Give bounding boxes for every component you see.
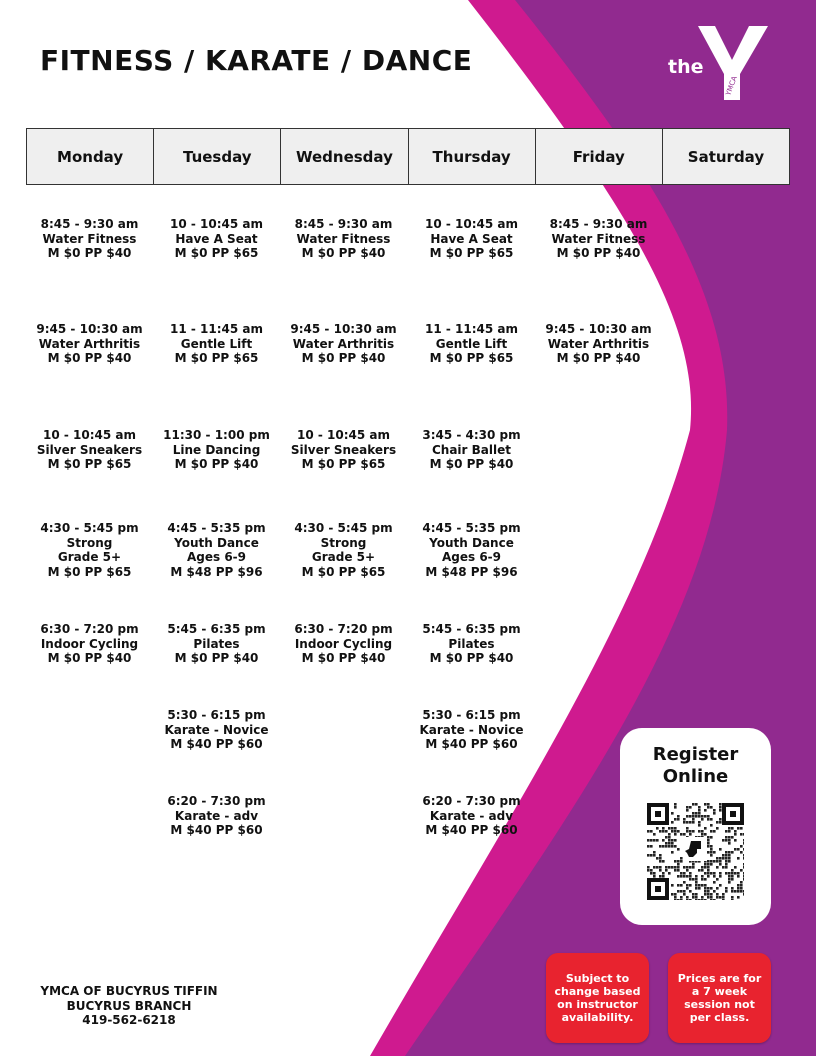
class-price: M $48 PP $96 xyxy=(170,564,263,579)
day-monday: Monday xyxy=(26,128,153,185)
class-time: 5:45 - 6:35 pm xyxy=(167,622,266,636)
availability-note: Subject to change based on instructor availability. xyxy=(546,953,649,1043)
class-price: M $0 PP $65 xyxy=(429,246,514,261)
class-time: 11 - 11:45 am xyxy=(169,322,263,336)
class-entry xyxy=(26,217,153,261)
class-entry xyxy=(153,428,280,472)
class-time: 8:45 - 9:30 am xyxy=(294,217,393,231)
day-saturday: Saturday xyxy=(662,128,790,185)
class-entry xyxy=(408,521,535,579)
class-price: M $0 PP $40 xyxy=(174,457,259,472)
class-name: Indoor Cycling xyxy=(40,636,139,651)
register-online-card[interactable] xyxy=(620,728,771,925)
ymca-logo xyxy=(660,18,775,103)
class-time: 9:45 - 10:30 am xyxy=(36,322,143,336)
class-time: 6:30 - 7:20 pm xyxy=(40,622,139,636)
class-name: Chair Ballet xyxy=(431,442,511,457)
class-price: M $0 PP $40 xyxy=(47,246,132,261)
class-name: Ages 6-9 xyxy=(441,550,501,565)
class-name: Water Arthritis xyxy=(292,336,395,351)
class-price: M $0 PP $40 xyxy=(174,651,259,666)
class-time: 6:20 - 7:30 pm xyxy=(167,794,266,808)
class-entry xyxy=(535,322,662,366)
class-entry xyxy=(153,521,280,579)
class-name: Water Arthritis xyxy=(38,336,141,351)
class-time: 11:30 - 1:00 pm xyxy=(163,428,270,442)
class-entry xyxy=(26,322,153,366)
class-name: Pilates xyxy=(448,636,495,651)
class-name: Water Fitness xyxy=(296,231,391,246)
class-time: 10 - 10:45 am xyxy=(296,428,390,442)
svg-text:YMCA: YMCA xyxy=(724,75,739,97)
class-entry xyxy=(408,428,535,472)
class-name: Line Dancing xyxy=(172,442,261,457)
class-time: 10 - 10:45 am xyxy=(424,217,518,231)
class-price: M $0 PP $40 xyxy=(301,651,386,666)
class-entry xyxy=(153,217,280,261)
class-price: M $0 PP $65 xyxy=(174,351,259,366)
class-price: M $0 PP $65 xyxy=(47,457,132,472)
class-name: Strong xyxy=(320,535,367,550)
class-price: M $48 PP $96 xyxy=(425,564,518,579)
class-time: 11 - 11:45 am xyxy=(424,322,518,336)
class-entry xyxy=(408,794,535,838)
class-price: M $0 PP $65 xyxy=(174,246,259,261)
class-name: Youth Dance xyxy=(174,535,259,550)
class-name: Have A Seat xyxy=(175,231,258,246)
class-price: M $0 PP $40 xyxy=(47,651,132,666)
class-time: 5:30 - 6:15 pm xyxy=(422,708,521,722)
day-friday: Friday xyxy=(535,128,662,185)
class-entry xyxy=(26,521,153,579)
logo-text: the xyxy=(668,56,704,78)
class-entry xyxy=(408,622,535,666)
class-price: M $0 PP $40 xyxy=(429,457,514,472)
class-name: Ages 6-9 xyxy=(186,550,246,565)
class-name: Strong xyxy=(66,535,113,550)
class-name: Gentle Lift xyxy=(180,336,253,351)
class-time: 9:45 - 10:30 am xyxy=(290,322,397,336)
class-time: 5:45 - 6:35 pm xyxy=(422,622,521,636)
class-entry xyxy=(280,322,407,366)
class-price: M $40 PP $60 xyxy=(170,823,263,838)
class-name: Grade 5+ xyxy=(57,550,122,565)
class-name: Have A Seat xyxy=(430,231,513,246)
class-price: M $0 PP $40 xyxy=(556,351,641,366)
class-name: Grade 5+ xyxy=(311,550,376,565)
branch-name: BUCYRUS BRANCH xyxy=(66,998,192,1013)
day-header-row xyxy=(26,128,790,185)
class-time: 4:45 - 5:35 pm xyxy=(422,521,521,535)
class-entry xyxy=(153,794,280,838)
class-entry xyxy=(535,217,662,261)
qr-code-icon[interactable] xyxy=(647,803,744,900)
class-price: M $0 PP $40 xyxy=(301,351,386,366)
pricing-note: Prices are for a 7 week session not per class. xyxy=(668,953,771,1043)
class-name: Karate - Novice xyxy=(419,722,524,737)
class-name: Silver Sneakers xyxy=(36,442,143,457)
class-name: Silver Sneakers xyxy=(290,442,397,457)
class-time: 6:30 - 7:20 pm xyxy=(294,622,393,636)
class-price: M $0 PP $65 xyxy=(429,351,514,366)
class-name: Karate - Novice xyxy=(164,722,269,737)
class-name: Water Fitness xyxy=(551,231,646,246)
class-time: 6:20 - 7:30 pm xyxy=(422,794,521,808)
register-title: Register Online xyxy=(652,744,739,787)
class-time: 8:45 - 9:30 am xyxy=(549,217,648,231)
class-time: 4:45 - 5:35 pm xyxy=(167,521,266,535)
class-price: M $0 PP $65 xyxy=(301,457,386,472)
class-price: M $0 PP $40 xyxy=(429,651,514,666)
class-time: 9:45 - 10:30 am xyxy=(545,322,652,336)
class-entry xyxy=(153,708,280,752)
class-name: Karate - adv xyxy=(174,808,259,823)
class-price: M $0 PP $65 xyxy=(301,564,386,579)
class-entry xyxy=(408,217,535,261)
class-time: 3:45 - 4:30 pm xyxy=(422,428,521,442)
class-entry xyxy=(26,428,153,472)
class-price: M $0 PP $40 xyxy=(301,246,386,261)
day-wednesday: Wednesday xyxy=(280,128,407,185)
class-time: 4:30 - 5:45 pm xyxy=(40,521,139,535)
class-entry xyxy=(280,428,407,472)
class-entry xyxy=(280,521,407,579)
class-price: M $0 PP $65 xyxy=(47,564,132,579)
class-time: 8:45 - 9:30 am xyxy=(40,217,139,231)
class-name: Karate - adv xyxy=(429,808,514,823)
class-name: Gentle Lift xyxy=(435,336,508,351)
class-name: Pilates xyxy=(193,636,240,651)
branch-info xyxy=(30,984,228,1028)
class-time: 5:30 - 6:15 pm xyxy=(167,708,266,722)
phone-number: 419-562-6218 xyxy=(82,1013,176,1028)
class-price: M $40 PP $60 xyxy=(425,823,518,838)
class-price: M $40 PP $60 xyxy=(170,737,263,752)
class-entry xyxy=(26,622,153,666)
class-entry xyxy=(408,322,535,366)
class-name: Water Arthritis xyxy=(547,336,650,351)
class-entry xyxy=(153,322,280,366)
page-title: FITNESS / KARATE / DANCE xyxy=(40,44,473,77)
class-time: 10 - 10:45 am xyxy=(169,217,263,231)
class-price: M $0 PP $40 xyxy=(47,351,132,366)
class-time: 10 - 10:45 am xyxy=(42,428,136,442)
class-entry xyxy=(280,622,407,666)
class-entry xyxy=(153,622,280,666)
day-thursday: Thursday xyxy=(408,128,535,185)
class-price: M $0 PP $40 xyxy=(556,246,641,261)
class-name: Youth Dance xyxy=(429,535,514,550)
class-name: Water Fitness xyxy=(42,231,137,246)
class-time: 4:30 - 5:45 pm xyxy=(294,521,393,535)
day-tuesday: Tuesday xyxy=(153,128,280,185)
class-entry xyxy=(408,708,535,752)
class-name: Indoor Cycling xyxy=(294,636,393,651)
org-name: YMCA OF BUCYRUS TIFFIN xyxy=(40,984,218,998)
class-price: M $40 PP $60 xyxy=(425,737,518,752)
class-entry xyxy=(280,217,407,261)
